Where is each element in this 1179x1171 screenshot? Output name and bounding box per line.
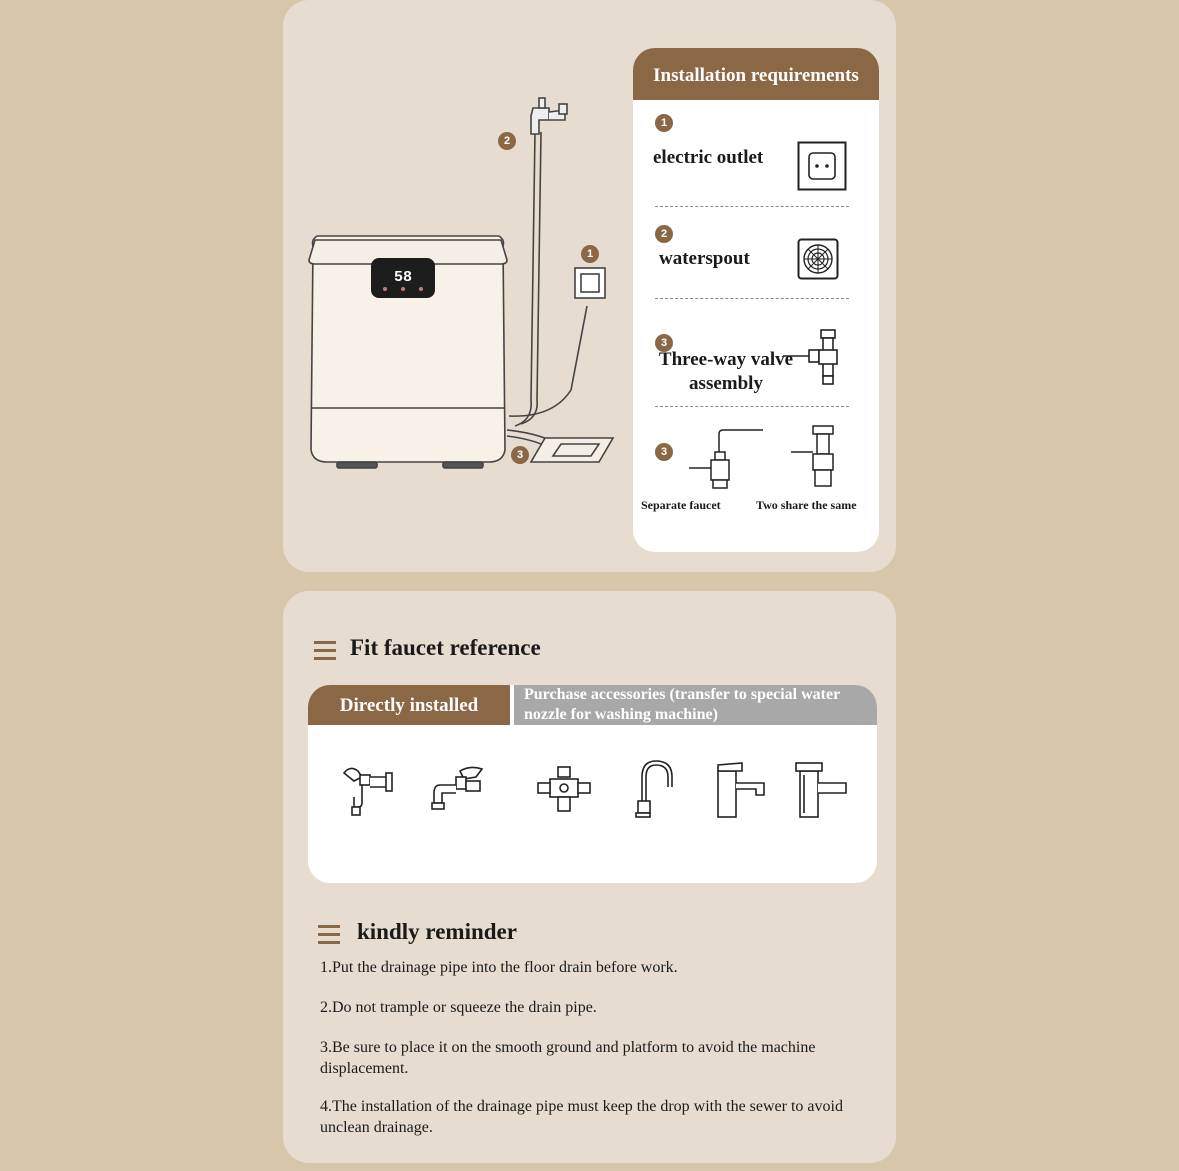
label-separate-faucet: Separate faucet [641,498,721,512]
gooseneck-faucet-icon [628,757,678,819]
reminder-item-2: 2.Do not trample or squeeze the drain pipe. [320,999,597,1016]
wall-tap-icon [430,765,486,815]
display-digits: 58 [393,269,413,286]
power-socket-icon [797,141,847,191]
faucet-reference-panel [308,685,877,883]
req-number-3: 3 [655,334,673,352]
faucet-reminder-card [283,591,896,1163]
menu-lines-icon [318,925,340,949]
floor-drain-icon [797,238,839,280]
kindly-reminder-title: kindly reminder [357,919,517,944]
req-label-electric-outlet: electric outlet [653,147,764,168]
washing-machine-diagram [303,90,623,480]
divider [655,406,849,407]
wall-tap-icon [340,763,394,819]
req-number-3b: 3 [655,443,673,461]
basin-faucet-icon [714,761,768,819]
marker-drain: 3 [511,446,529,464]
installation-requirements-title: Installation requirements [633,48,879,100]
divider [655,206,849,207]
three-way-valve-icon [536,765,592,817]
req-number-1: 1 [655,114,673,132]
tab-purchase-accessories: Purchase accessories (transfer to special water nozzle for washing machine) [514,685,877,725]
installation-card [283,0,896,572]
installation-requirements-panel [633,48,879,552]
separate-faucet-valve-icon [685,426,765,490]
menu-lines-icon [314,641,336,665]
reminder-item-4: 4.The installation of the drainage pipe must keep the drop with the sewer to avoid unclean drainage. [320,1098,843,1136]
fit-faucet-reference-title: Fit faucet reference [350,635,541,660]
marker-faucet: 2 [498,132,516,150]
req-label-waterspout: waterspout [659,248,750,269]
reminder-item-3: 3.Be sure to place it on the smooth ground and platform to avoid the machine displacement. [320,1039,816,1077]
marker-outlet: 1 [581,245,599,263]
basin-faucet-icon [794,761,850,819]
req-label-three-way-valve: Three-way valve assembly [658,349,794,394]
reminder-item-1: 1.Put the drainage pipe into the floor drain before work. [320,959,678,976]
three-way-valve-icon [781,326,845,390]
label-two-share-same: Two share the same [756,498,857,512]
tab-directly-installed: Directly installed [308,685,510,725]
req-number-2: 2 [655,225,673,243]
divider [655,298,849,299]
shared-faucet-valve-icon [783,422,853,492]
